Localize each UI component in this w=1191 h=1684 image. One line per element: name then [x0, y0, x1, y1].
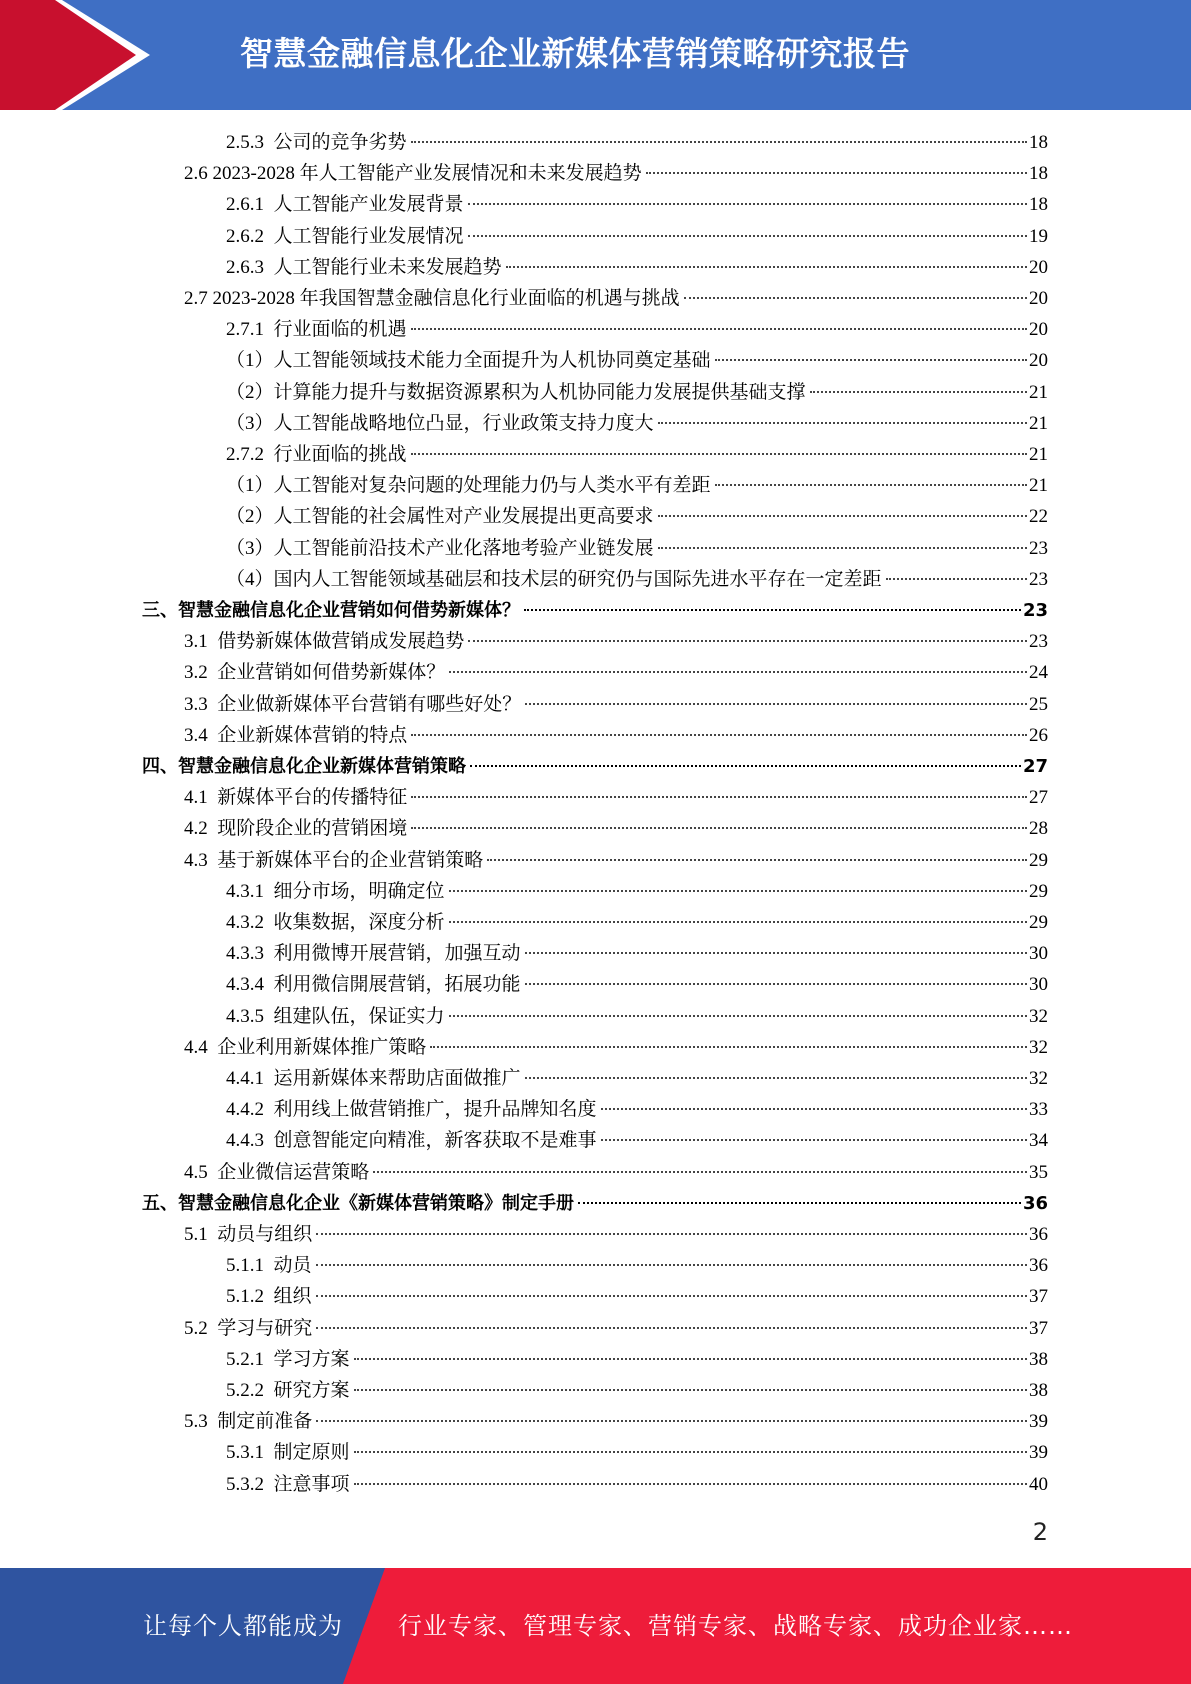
toc-dot-leader — [411, 827, 1027, 829]
toc-entry[interactable] — [226, 1281, 1048, 1312]
toc-entry[interactable] — [226, 1375, 1048, 1406]
toc-entry-number: 4.3 — [184, 849, 218, 871]
toc-entry-page: 20 — [1029, 319, 1048, 341]
toc-dot-leader — [316, 1264, 1027, 1266]
toc-entry-number: 4.3.1 — [226, 880, 274, 902]
toc-entry-page: 21 — [1029, 475, 1048, 497]
toc-entry-title: 研究方案 — [273, 1380, 350, 1401]
page-header — [0, 0, 1191, 110]
toc-entry-title: （1）人工智能对复杂问题的处理能力仍与人类水平有差距 — [226, 475, 711, 497]
toc-entry-title: 创意智能定向精准，新客获取不是难事 — [273, 1130, 597, 1152]
toc-entry-title: 企业微信运营策略 — [217, 1161, 370, 1183]
toc-entry[interactable] — [226, 876, 1048, 907]
toc-entry[interactable] — [226, 533, 1048, 564]
toc-entry-number: 2.7 — [184, 288, 213, 309]
toc-entry-number: 4.4 — [184, 1036, 218, 1058]
toc-dot-leader — [354, 1389, 1027, 1391]
toc-entry[interactable] — [184, 1406, 1048, 1437]
toc-entry-number: 3.3 — [184, 693, 218, 715]
toc-dot-leader — [684, 297, 1027, 299]
toc-entry-title: 智慧金融信息化企业《新媒体营销策略》制定手册 — [178, 1192, 574, 1214]
toc-entry-page: 20 — [1029, 288, 1048, 309]
toc-entry-number: 4.3.2 — [226, 912, 274, 933]
toc-entry[interactable] — [184, 657, 1048, 688]
toc-entry[interactable] — [226, 127, 1048, 158]
toc-entry-title: 行业面临的机遇 — [273, 319, 407, 341]
toc-dot-leader — [810, 391, 1027, 393]
toc-entry-page: 22 — [1029, 506, 1048, 528]
toc-entry-page: 38 — [1029, 1348, 1048, 1370]
toc-entry-title: 组织 — [273, 1286, 312, 1308]
toc-dot-leader — [658, 422, 1027, 424]
toc-entry[interactable] — [226, 938, 1048, 969]
toc-entry-page: 20 — [1029, 350, 1048, 372]
toc-dot-leader — [470, 765, 1021, 767]
toc-entry-title: 现阶段企业的营销困境 — [217, 818, 408, 840]
toc-entry[interactable] — [184, 845, 1048, 876]
toc-dot-leader — [468, 640, 1027, 642]
toc-entry[interactable] — [226, 1063, 1048, 1094]
toc-entry-number: 2.6.2 — [226, 225, 274, 247]
toc-entry-title: 利用微博开展营销，加强互动 — [273, 943, 521, 965]
toc-entry-number: 3.2 — [184, 662, 218, 684]
toc-entry-title: 新媒体平台的传播特征 — [217, 787, 408, 809]
toc-dot-leader — [411, 328, 1027, 330]
toc-entry-title: （2）人工智能的社会属性对产业发展提出更高要求 — [226, 506, 654, 528]
toc-entry[interactable] — [226, 1094, 1048, 1125]
toc-entry[interactable] — [226, 1469, 1048, 1500]
toc-entry-page: 21 — [1029, 444, 1048, 465]
toc-dot-leader — [411, 734, 1027, 736]
toc-dot-leader — [525, 703, 1027, 705]
toc-entry-title: （2）计算能力提升与数据资源累积为人机协同能力发展提供基础支撑 — [226, 381, 806, 403]
toc-entry-page: 25 — [1029, 693, 1048, 715]
toc-dot-leader — [487, 859, 1027, 861]
toc-dot-leader — [524, 609, 1021, 611]
toc-entry-page: 18 — [1029, 194, 1048, 216]
toc-dot-leader — [316, 1295, 1027, 1297]
toc-entry-number: 3.1 — [184, 631, 218, 653]
toc-dot-leader — [468, 203, 1027, 205]
toc-entry-title: （3）人工智能战略地位凸显，行业政策支持力度大 — [226, 412, 654, 434]
toc-entry[interactable] — [226, 907, 1048, 938]
toc-entry-title: 企业做新媒体平台营销有哪些好处？ — [217, 693, 522, 715]
toc-entry-title: 人工智能行业发展情况 — [273, 225, 464, 247]
toc-entry-number: 4.4.3 — [226, 1130, 274, 1152]
toc-entry[interactable] — [226, 345, 1048, 376]
toc-entry-page: 27 — [1029, 787, 1048, 809]
toc-entry-title: 动员 — [273, 1255, 312, 1277]
toc-entry-page: 40 — [1029, 1473, 1048, 1495]
toc-dot-leader — [506, 266, 1027, 268]
toc-dot-leader — [316, 1233, 1027, 1235]
toc-dot-leader — [316, 1420, 1027, 1422]
toc-entry-title: （3）人工智能前沿技术产业化落地考验产业链发展 — [226, 537, 654, 559]
toc-dot-leader — [525, 952, 1027, 954]
toc-entry-page: 23 — [1029, 537, 1048, 559]
toc-dot-leader — [715, 484, 1027, 486]
toc-dot-leader — [449, 921, 1027, 923]
toc-entry[interactable] — [184, 782, 1048, 813]
toc-entry-number: 5.1.1 — [226, 1255, 274, 1277]
toc-entry-title: 注意事项 — [273, 1473, 350, 1495]
toc-entry-number: 4.5 — [184, 1161, 218, 1183]
toc-entry-title: 2023-2028 年人工智能产业发展情况和未来发展趋势 — [212, 163, 642, 185]
toc-entry-title: 智慧金融信息化企业营销如何借势新媒体？ — [178, 600, 520, 621]
toc-entry-page: 34 — [1029, 1130, 1048, 1152]
toc-entry-page: 39 — [1029, 1442, 1048, 1464]
toc-entry-title: 利用线上做营销推广，提升品牌知名度 — [273, 1099, 597, 1121]
toc-entry-page: 19 — [1029, 225, 1048, 247]
toc-entry-number: 5.3.2 — [226, 1473, 274, 1495]
toc-entry-number: 5.1 — [184, 1224, 218, 1245]
toc-entry-title: 学习与研究 — [217, 1317, 313, 1339]
toc-entry-title: 借势新媒体做营销成发展趋势 — [217, 631, 465, 653]
toc-entry-title: 动员与组织 — [217, 1224, 313, 1245]
toc-entry-number: 2.7.2 — [226, 444, 274, 465]
toc-entry-number: 5.2.1 — [226, 1348, 274, 1370]
toc-entry-title: 学习方案 — [273, 1348, 350, 1370]
toc-entry-title: 行业面临的挑战 — [273, 444, 407, 465]
toc-dot-leader — [658, 547, 1027, 549]
toc-entry-title: 制定原则 — [273, 1442, 350, 1464]
toc-dot-leader — [715, 359, 1027, 361]
toc-entry-title: 2023-2028 年我国智慧金融信息化行业面临的机遇与挑战 — [212, 288, 680, 309]
toc-dot-leader — [411, 453, 1027, 455]
toc-entry[interactable] — [226, 1250, 1048, 1281]
toc-entry-number: 4.3.3 — [226, 943, 274, 965]
toc-entry-title: 企业营销如何借势新媒体？ — [217, 662, 446, 684]
toc-entry-number: 3.4 — [184, 724, 218, 746]
toc-entry[interactable] — [226, 377, 1048, 408]
toc-dot-leader — [316, 1327, 1027, 1329]
toc-entry-number: 5.2 — [184, 1317, 218, 1339]
toc-entry-title: 运用新媒体来帮助店面做推广 — [273, 1068, 521, 1089]
toc-entry-page: 37 — [1029, 1317, 1048, 1339]
report-title: 智慧金融信息化企业新媒体营销策略研究报告 — [240, 34, 910, 73]
toc-dot-leader — [449, 890, 1027, 892]
toc-entry-page: 36 — [1029, 1255, 1048, 1277]
page-number: 2 — [1032, 1518, 1048, 1546]
toc-entry-number: 4.3.5 — [226, 1005, 274, 1027]
toc-entry-page: 18 — [1029, 132, 1048, 153]
toc-entry-number: 2.6.3 — [226, 256, 274, 278]
toc-entry-number: 4.4.2 — [226, 1099, 274, 1121]
toc-entry-number: 2.6.1 — [226, 194, 274, 216]
chevron-arrow-icon — [0, 0, 160, 110]
footer-slogan-left: 让每个人都能成为 — [143, 1612, 343, 1640]
toc-entry-number: 四、 — [142, 756, 178, 777]
toc-entry-title: （4）国内人工智能领域基础层和技术层的研究仍与国际先进水平存在一定差距 — [226, 568, 882, 590]
toc-dot-leader — [886, 578, 1027, 580]
toc-dot-leader — [525, 1077, 1027, 1079]
toc-entry[interactable] — [226, 1001, 1048, 1032]
toc-entry-page: 36 — [1029, 1224, 1048, 1245]
toc-dot-leader — [449, 1015, 1027, 1017]
toc-entry[interactable] — [184, 689, 1048, 720]
toc-entry-number: 5.2.2 — [226, 1380, 274, 1401]
toc-entry[interactable] — [184, 626, 1048, 657]
toc-entry-page: 30 — [1029, 943, 1048, 965]
toc-entry[interactable] — [184, 720, 1048, 751]
toc-entry[interactable] — [226, 470, 1048, 501]
toc-entry-number: 5.1.2 — [226, 1286, 274, 1308]
toc-entry[interactable] — [142, 1188, 1048, 1219]
toc-entry-number: 2.6 — [184, 163, 213, 185]
toc-dot-leader — [354, 1483, 1027, 1485]
toc-entry[interactable] — [184, 813, 1048, 844]
toc-entry[interactable] — [184, 283, 1048, 314]
toc-entry-page: 35 — [1029, 1161, 1048, 1183]
toc-entry-page: 21 — [1029, 412, 1048, 434]
toc-entry-page: 26 — [1029, 724, 1048, 746]
toc-entry-page: 27 — [1022, 756, 1048, 777]
toc-entry[interactable] — [142, 751, 1048, 782]
toc-entry[interactable] — [226, 1125, 1048, 1156]
toc-entry[interactable] — [226, 439, 1048, 470]
toc-entry-number: 三、 — [142, 600, 178, 621]
toc-entry[interactable] — [184, 1313, 1048, 1344]
toc-entry-page: 33 — [1029, 1099, 1048, 1121]
toc-entry[interactable] — [184, 158, 1048, 189]
toc-entry-title: 公司的竞争劣势 — [273, 132, 407, 153]
toc-entry-page: 32 — [1029, 1068, 1048, 1089]
toc-entry-title: 基于新媒体平台的企业营销策略 — [217, 849, 484, 871]
toc-entry[interactable] — [226, 1344, 1048, 1375]
toc-entry[interactable] — [226, 1437, 1048, 1468]
toc-entry[interactable] — [226, 969, 1048, 1000]
toc-entry-page: 37 — [1029, 1286, 1048, 1308]
toc-entry[interactable] — [184, 1157, 1048, 1188]
toc-entry-number: 2.7.1 — [226, 319, 274, 341]
toc-entry-page: 23 — [1029, 568, 1048, 590]
toc-dot-leader — [373, 1171, 1027, 1173]
toc-entry-page: 38 — [1029, 1380, 1048, 1401]
toc-entry[interactable] — [226, 221, 1048, 252]
toc-entry[interactable] — [226, 189, 1048, 220]
toc-entry-title: （1）人工智能领域技术能力全面提升为人机协同奠定基础 — [226, 350, 711, 372]
toc-dot-leader — [411, 796, 1027, 798]
toc-entry-page: 32 — [1029, 1005, 1048, 1027]
page-footer — [0, 1568, 1191, 1684]
toc-entry[interactable] — [226, 501, 1048, 532]
toc-entry-page: 36 — [1022, 1192, 1048, 1214]
toc-dot-leader — [468, 235, 1027, 237]
footer-slogan-right: 行业专家、管理专家、营销专家、战略专家、成功企业家…… — [398, 1612, 1073, 1640]
toc-entry-number: 4.4.1 — [226, 1068, 274, 1089]
toc-entry-page: 39 — [1029, 1411, 1048, 1433]
toc-entry-title: 智慧金融信息化企业新媒体营销策略 — [178, 756, 466, 777]
toc-entry-number: 5.3 — [184, 1411, 218, 1433]
toc-dot-leader — [354, 1451, 1027, 1453]
toc-entry-title: 人工智能产业发展背景 — [273, 194, 464, 216]
toc-entry[interactable] — [184, 1219, 1048, 1250]
toc-entry-page: 23 — [1029, 631, 1048, 653]
toc-entry-page: 29 — [1029, 880, 1048, 902]
toc-dot-leader — [601, 1108, 1027, 1110]
toc-entry-page: 32 — [1029, 1036, 1048, 1058]
toc-entry[interactable] — [226, 314, 1048, 345]
toc-entry-title: 细分市场，明确定位 — [273, 880, 445, 902]
toc-dot-leader — [411, 141, 1027, 143]
toc-entry[interactable] — [226, 408, 1048, 439]
toc-entry[interactable] — [226, 564, 1048, 595]
toc-dot-leader — [430, 1046, 1027, 1048]
toc-entry-page: 29 — [1029, 912, 1048, 933]
toc-entry-page: 20 — [1029, 256, 1048, 278]
toc-entry-title: 利用微信開展营销，拓展功能 — [273, 974, 521, 996]
toc-entry-number: 4.3.4 — [226, 974, 274, 996]
toc-entry-title: 人工智能行业未来发展趋势 — [273, 256, 502, 278]
toc-entry[interactable] — [184, 1032, 1048, 1063]
toc-entry-number: 2.5.3 — [226, 132, 274, 153]
toc-entry-title: 企业新媒体营销的特点 — [217, 724, 408, 746]
toc-entry-number: 五、 — [142, 1192, 178, 1214]
toc-entry-page: 21 — [1029, 381, 1048, 403]
toc-entry-page: 24 — [1029, 662, 1048, 684]
toc-entry[interactable] — [226, 252, 1048, 283]
toc-entry[interactable] — [142, 595, 1048, 626]
toc-entry-page: 18 — [1029, 163, 1048, 185]
toc-entry-title: 收集数据，深度分析 — [273, 912, 445, 933]
toc-entry-number: 4.1 — [184, 787, 218, 809]
toc-dot-leader — [658, 515, 1027, 517]
toc-entry-number: 4.2 — [184, 818, 218, 840]
toc-dot-leader — [525, 983, 1027, 985]
toc-entry-page: 30 — [1029, 974, 1048, 996]
toc-entry-title: 组建队伍，保证实力 — [273, 1005, 445, 1027]
toc-entry-page: 29 — [1029, 849, 1048, 871]
toc-dot-leader — [354, 1358, 1027, 1360]
toc-entry-page: 23 — [1022, 600, 1048, 621]
toc-dot-leader — [601, 1139, 1027, 1141]
toc-entry-number: 5.3.1 — [226, 1442, 274, 1464]
toc-entry-page: 28 — [1029, 818, 1048, 840]
toc-dot-leader — [646, 172, 1027, 174]
toc-entry-title: 制定前准备 — [217, 1411, 313, 1433]
toc-dot-leader — [578, 1202, 1021, 1204]
toc-dot-leader — [449, 671, 1027, 673]
toc-entry-title: 企业利用新媒体推广策略 — [217, 1036, 427, 1058]
